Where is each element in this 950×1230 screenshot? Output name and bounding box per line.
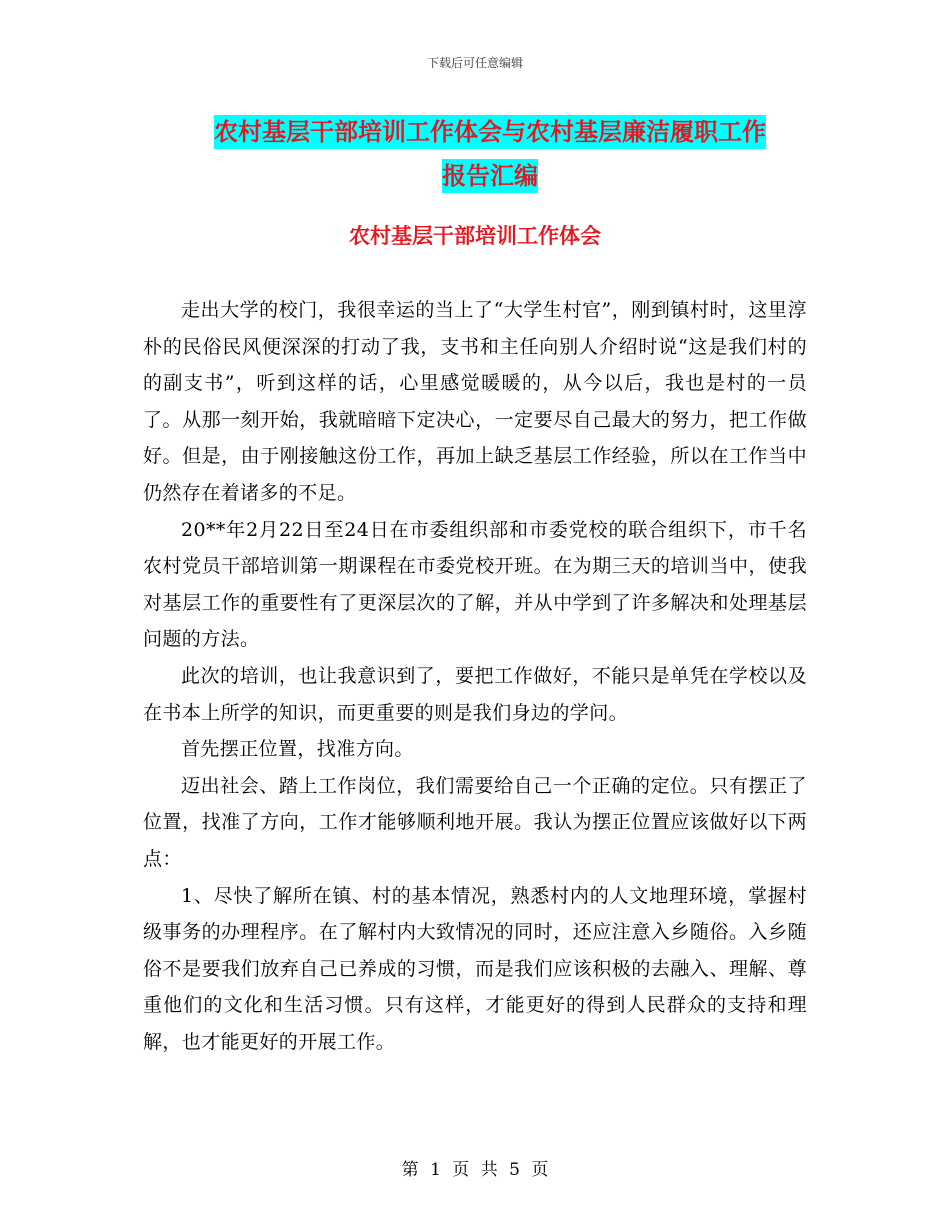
paragraph: 迈出社会、踏上工作岗位，我们需要给自己一个正确的定位。只有摆正了位置，找准了方向，工作才能够顺利地开展。我认为摆正位置应该做好以下两点： — [143, 774, 807, 870]
section-title: 农村基层干部培训工作体会 — [349, 224, 601, 248]
paragraph: 首先摆正位置，找准方向。 — [181, 738, 414, 761]
paragraph: 20**年2月22日至24日在市委组织部和市委党校的联合组织下，市千名农村党员干部培训第一期课程在市委党校开班。在为期三天的培训当中，使我对基层工作的重要性有了更深层次的了解，并从中学到了许多解决和处理基层问题的方法。 — [143, 518, 807, 651]
paragraph: 此次的培训，也让我意识到了，要把工作做好，不能只是单凭在学校以及在书本上所学的知识，而更重要的则是我们身边的学问。 — [143, 664, 807, 724]
paragraph: 走出大学的校门，我很幸运的当上了“大学生村官”，刚到镇村时，这里淳朴的民俗民风便深深的打动了我，支书和主任向别人介绍时说“这是我们村的的副支书”，听到这样的话，心里感觉暖暖的，从今以后，我也是村的一员了。从那一刻开始，我就暗暗下定决心，一定要尽自己最大的努力，把工作做好。但是，由于刚接触这份工作，再加上缺乏基层工作经验，所以在工作当中仍然存在着诸多的不足。 — [143, 299, 807, 504]
paragraph: 1、尽快了解所在镇、村的基本情况，熟悉村内的人文地理环境，掌握村级事务的办理程序。在了解村内大致情况的同时，还应注意入乡随俗。入乡随俗不是要我们放弃自己已养成的习惯，而是我们应该积极的去融入、理解、尊重他们的文化和生活习惯。只有这样，才能更好的得到人民群众的支持和理解，也才能更好的开展工作。 — [143, 884, 807, 1053]
body-text — [143, 292, 807, 1060]
document-title — [150, 110, 830, 198]
header-note: 下载后可任意编辑 — [426, 56, 523, 70]
document-title-line-2: 报告汇编 — [442, 159, 538, 193]
document-title-line-1: 农村基层干部培训工作体会与农村基层廉洁履职工作 — [214, 115, 766, 149]
page-footer: 第 1 页 共 5 页 — [401, 1160, 549, 1180]
